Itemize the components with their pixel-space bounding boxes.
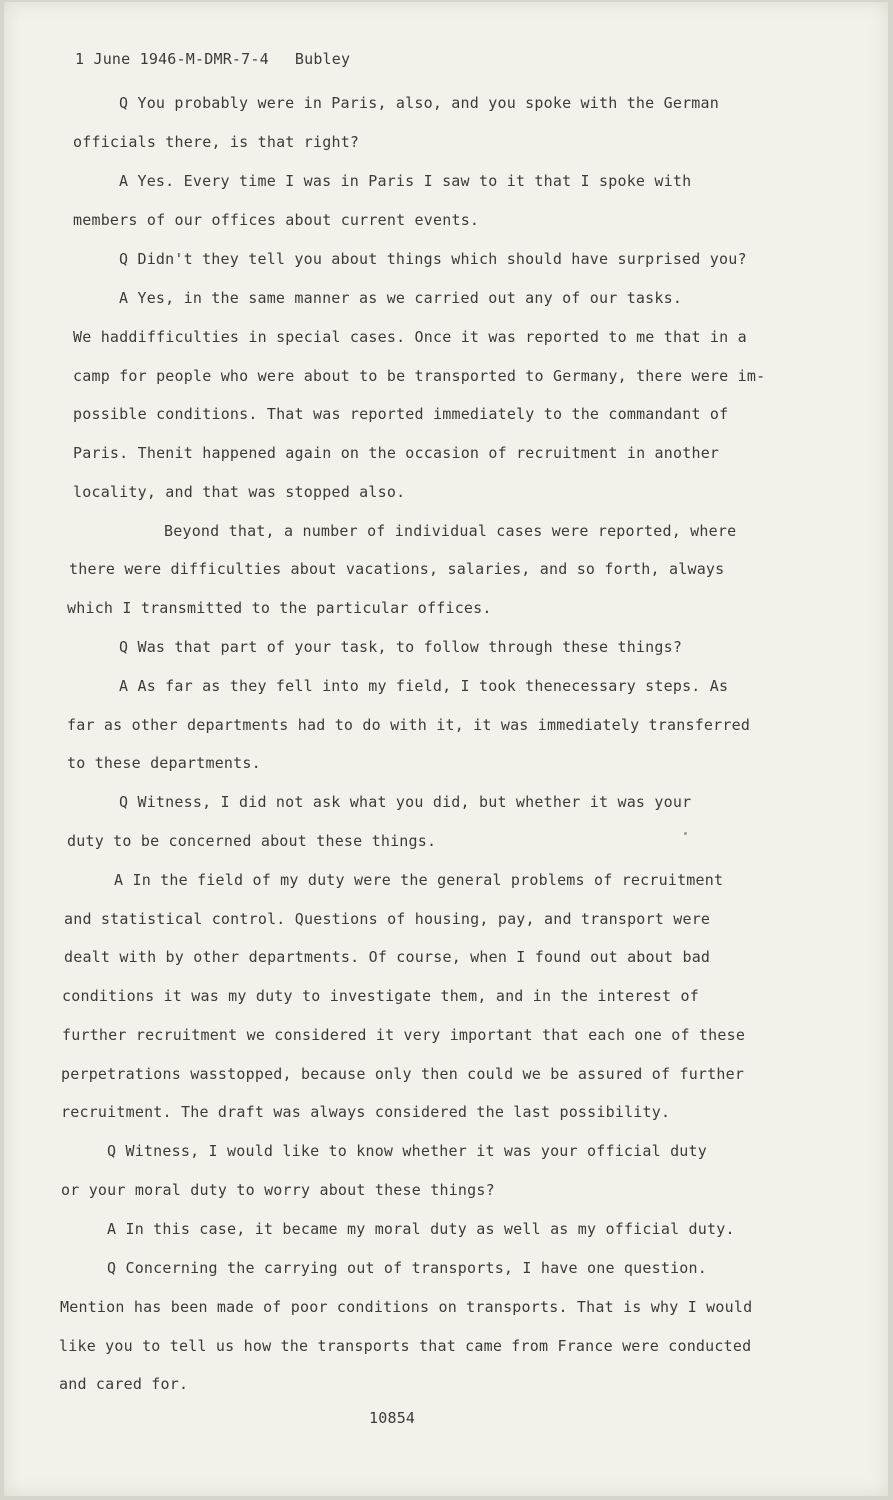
transcript-line: Q You probably were in Paris, also, and you spoke with the German bbox=[119, 94, 719, 112]
transcript-line: like you to tell us how the transports that came from France were conducted bbox=[59, 1337, 752, 1355]
transcript-line: A In the field of my duty were the general problems of recruitment bbox=[114, 871, 724, 889]
transcript-line: locality, and that was stopped also. bbox=[73, 483, 406, 501]
transcript-line: Beyond that, a number of individual cases were reported, where bbox=[164, 522, 737, 540]
transcript-line: recruitment. The draft was always considered the last possibility. bbox=[61, 1103, 671, 1121]
transcript-line: and cared for. bbox=[59, 1375, 189, 1393]
transcript-line: Q Was that part of your task, to follow through these things? bbox=[119, 638, 683, 656]
transcript-line: officials there, is that right? bbox=[73, 133, 360, 151]
transcript-line: which I transmitted to the particular offices. bbox=[67, 599, 492, 617]
transcript-line: perpetrations wasstopped, because only then could we be assured of further bbox=[61, 1065, 745, 1083]
transcript-line: Q Witness, I would like to know whether it was your official duty bbox=[107, 1142, 707, 1160]
transcript-line: A Yes, in the same manner as we carried out any of our tasks. bbox=[119, 289, 683, 307]
transcript-line: A As far as they fell into my field, I took thenecessary steps. As bbox=[119, 677, 729, 695]
transcript-line: A In this case, it became my moral duty as well as my official duty. bbox=[107, 1220, 735, 1238]
transcript-line: We haddifficulties in special cases. Once it was reported to me that in a bbox=[73, 328, 747, 346]
transcript-line: A Yes. Every time I was in Paris I saw to it that I spoke with bbox=[119, 172, 692, 190]
transcript-line: further recruitment we considered it very important that each one of these bbox=[62, 1026, 746, 1044]
transcript-line: to these departments. bbox=[67, 754, 261, 772]
transcript-line: members of our offices about current events. bbox=[73, 211, 480, 229]
transcript-line: possible conditions. That was reported immediately to the commandant of bbox=[73, 405, 729, 423]
transcript-line: or your moral duty to worry about these things? bbox=[61, 1181, 495, 1199]
header-name: Bubley bbox=[294, 50, 351, 68]
paper-speck bbox=[684, 832, 687, 835]
header-reference: 1 June 1946-M-DMR-7-4 bbox=[75, 50, 269, 68]
page-number: 10854 bbox=[369, 1409, 416, 1427]
transcript-line: and statistical control. Questions of housing, pay, and transport were bbox=[64, 910, 711, 928]
transcript-line: dealt with by other departments. Of course, when I found out about bad bbox=[64, 948, 711, 966]
transcript-line: Paris. Thenit happened again on the occasion of recruitment in another bbox=[73, 444, 720, 462]
document-page bbox=[4, 2, 888, 1496]
transcript-line: camp for people who were about to be transported to Germany, there were im- bbox=[73, 367, 766, 385]
transcript-line: there were difficulties about vacations, salaries, and so forth, always bbox=[69, 560, 725, 578]
transcript-line: duty to be concerned about these things. bbox=[67, 832, 437, 850]
transcript-line: Mention has been made of poor conditions on transports. That is why I would bbox=[60, 1298, 753, 1316]
page-header bbox=[75, 50, 350, 68]
transcript-line: Q Didn't they tell you about things which should have surprised you? bbox=[119, 250, 747, 268]
transcript-line: Q Concerning the carrying out of transports, I have one question. bbox=[107, 1259, 707, 1277]
transcript-line: conditions it was my duty to investigate them, and in the interest of bbox=[62, 987, 699, 1005]
transcript-line: Q Witness, I did not ask what you did, but whether it was your bbox=[119, 793, 692, 811]
transcript-line: far as other departments had to do with it, it was immediately transferred bbox=[67, 716, 751, 734]
